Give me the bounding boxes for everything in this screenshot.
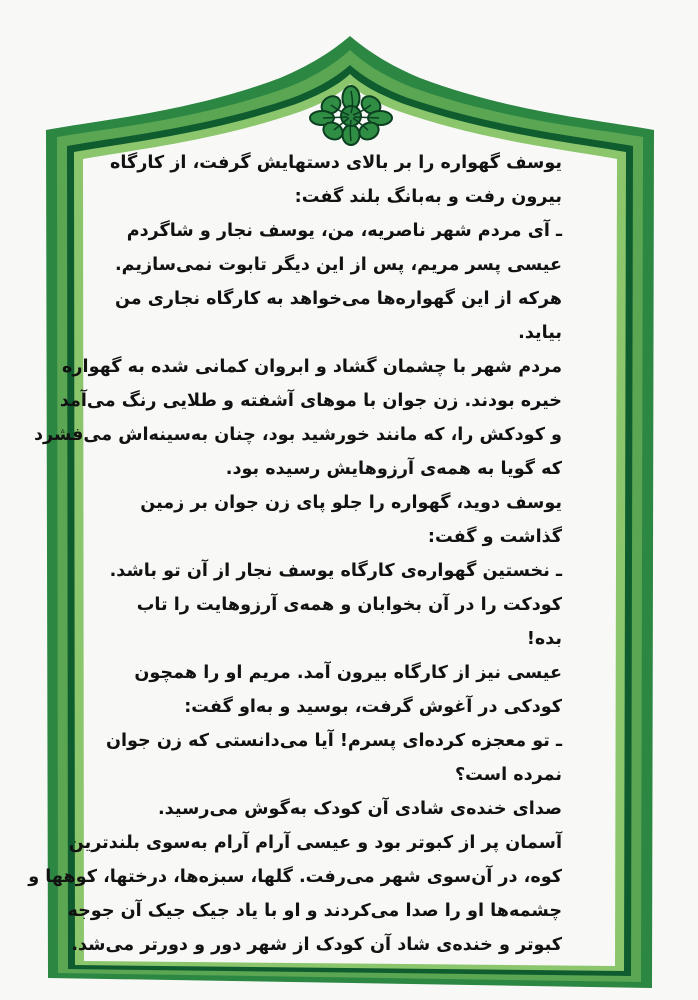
story-line: هرکه از این گهواره‌ها می‌خواهد به کارگاه نجاری من — [114, 289, 562, 309]
story-line: چشمه‌ها او را صدا می‌کردند و او با یاد جیک جیک آن جوجه — [67, 901, 562, 921]
story-line: که گویا به همه‌ی آرزوهایش رسیده بود. — [225, 459, 562, 479]
story-line: یوسف دوید، گهواره را جلو پای زن جوان بر زمین — [140, 493, 562, 513]
story-line: و کودکش را، که مانند خورشید بود، چنان به‌سینه‌اش می‌فشرد — [34, 425, 562, 445]
story-line: آسمان پر از کبوتر بود و عیسی آرام آرام به‌سوی بلندترین — [68, 833, 562, 853]
story-line: گذاشت و گفت: — [427, 527, 562, 547]
story-line: کوه، در آن‌سوی شهر می‌رفت. گلها، سبزه‌ها، درختها، کوهها و — [28, 867, 562, 887]
story-line: مردم شهر با چشمان گشاد و ابروان کمانی شده به گهواره — [62, 357, 562, 377]
story-line: عیسی نیز از کارگاه بیرون آمد. مریم او را همچون — [134, 663, 562, 683]
story-line: صدای خنده‌ی شادی آن کودک به‌گوش می‌رسید. — [158, 799, 562, 819]
story-line: کودکی در آغوش گرفت، بوسید و به‌او گفت: — [184, 697, 562, 717]
story-line: نمرده است؟ — [454, 765, 562, 785]
story-line: کودکت را در آن بخوابان و همه‌ی آرزوهایت را تاب — [136, 595, 562, 615]
story-text — [28, 146, 562, 968]
story-line: کبوتر و خنده‌ی شاد آن کودک از شهر دور و دورتر می‌شد. — [71, 935, 562, 955]
story-line: خیره بودند. زن جوان با موهای آشفته و طلایی رنگ می‌آمد — [59, 391, 562, 411]
story-line: یوسف گهواره را بر بالای دستهایش گرفت، از کارگاه — [109, 153, 562, 173]
story-line: بیرون رفت و به‌بانگ بلند گفت: — [294, 187, 562, 207]
flower-icon — [303, 83, 399, 145]
story-line: بیاید. — [518, 323, 562, 343]
story-line: ـ تو معجزه کرده‌ای پسرم! آیا می‌دانستی که زن جوان — [105, 731, 562, 751]
story-line: بده! — [526, 629, 562, 649]
story-line: ـ آی مردم شهر ناصریه، من، یوسف نجار و شاگردم — [126, 221, 562, 241]
story-line: ـ نخستین گهواره‌ی کارگاه یوسف نجار از آن تو باشد. — [109, 561, 562, 581]
story-line: عیسی پسر مریم، پس از این دیگر تابوت نمی‌سازیم. — [114, 255, 562, 275]
